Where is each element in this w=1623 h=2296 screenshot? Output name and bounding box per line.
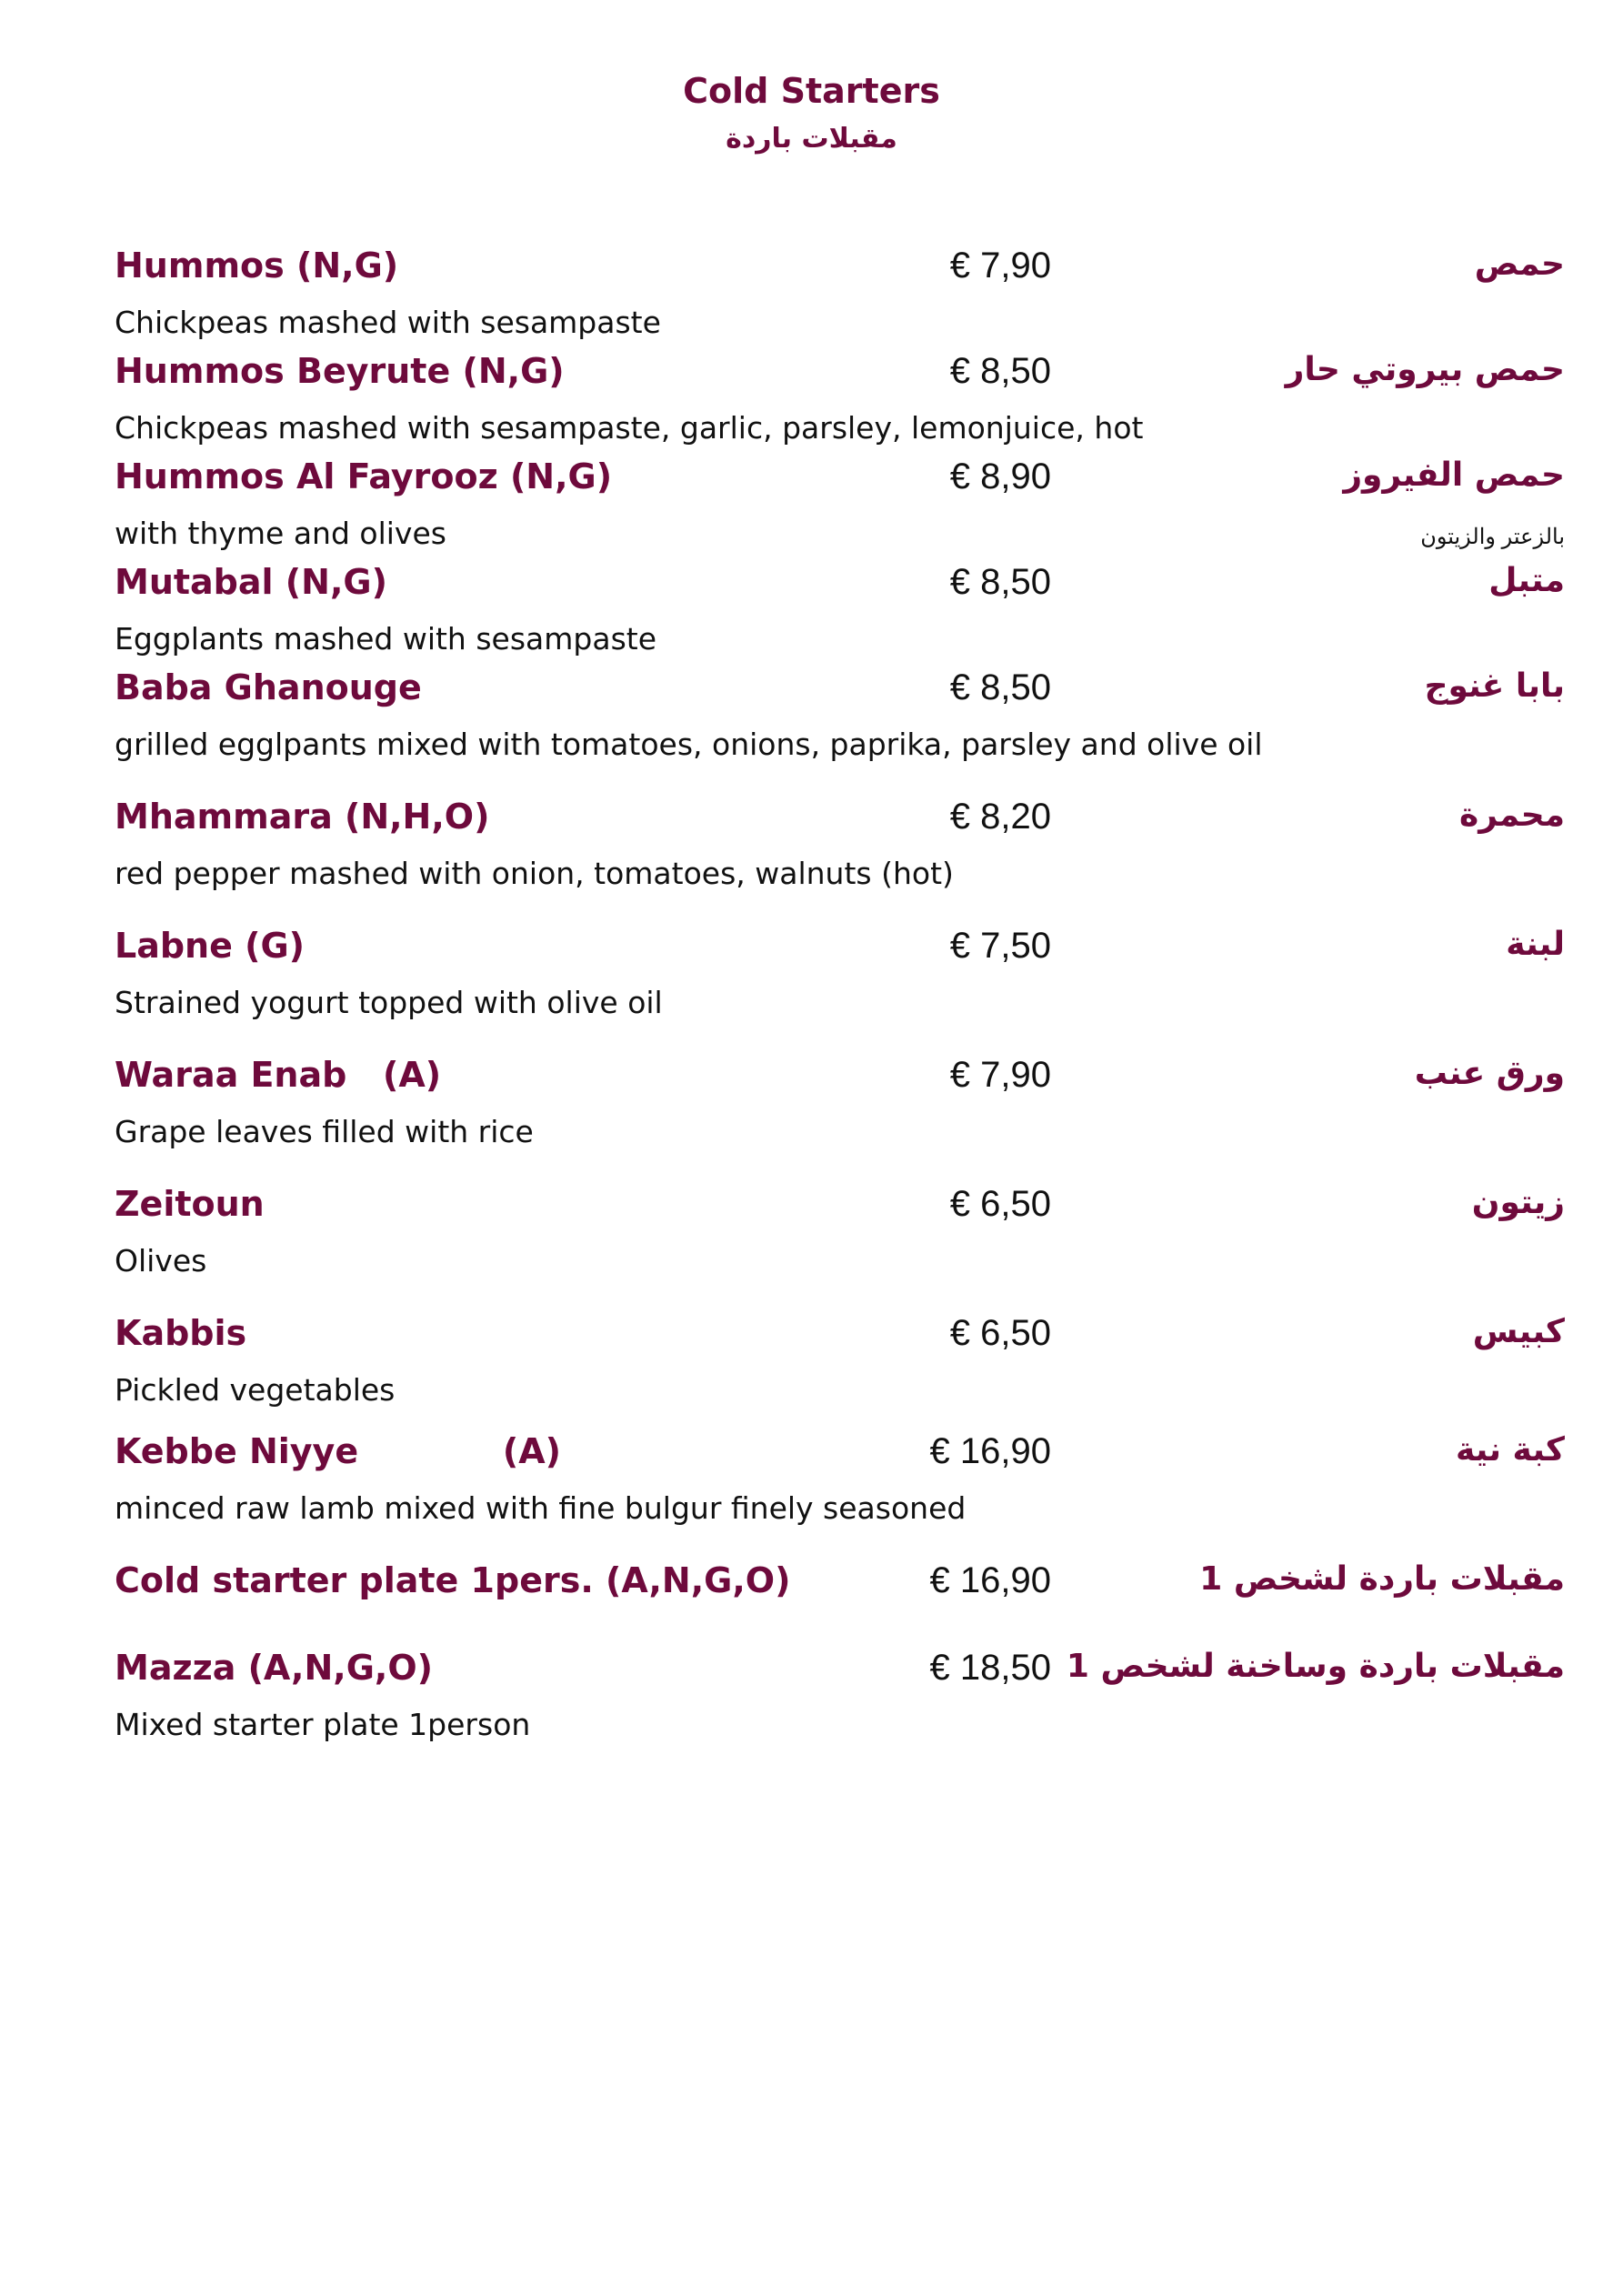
item-name: Hummos Beyrute (N,G) [115,351,565,391]
page-title-arabic: مقبلات باردة [726,123,897,155]
item-name: Waraa Enab (A) [115,1055,442,1095]
menu-item-row [115,667,1565,724]
item-description-arabic: بالزعتر والزيتون [1420,525,1565,549]
page-title: Cold Starters [683,71,940,111]
item-description: grilled egglpants mixed with tomatoes, onions, paprika, parsley and olive oil [115,727,1263,762]
item-description: Chickpeas mashed with sesampaste [115,305,661,340]
menu-item [115,1055,1565,1153]
item-name-arabic: بابا غنوج [1424,667,1565,705]
item-name: Kebbe Niyye (A) [115,1431,561,1471]
item-price: € 7,50 [949,926,1051,966]
item-name: Cold starter plate 1pers. (A,N,G,O) [115,1560,791,1600]
menu-item-row [115,562,1565,618]
menu-item-row [115,1184,1565,1240]
menu-item [115,1184,1565,1282]
item-price: € 7,90 [949,1055,1051,1095]
item-description: minced raw lamb mixed with fine bulgur finely seasoned [115,1490,967,1526]
item-price: € 16,90 [929,1431,1051,1471]
menu-list [115,246,1565,1746]
menu-item [115,1313,1565,1411]
item-price: € 6,50 [949,1313,1051,1353]
item-name: Hummos Al Fayrooz (N,G) [115,456,613,496]
menu-item-row [115,1560,1565,1617]
item-name: Mutabal (N,G) [115,562,387,602]
item-name: Mazza (A,N,G,O) [115,1648,434,1688]
item-name-arabic: حمص [1474,246,1565,283]
menu-item [115,1431,1565,1529]
menu-item-row [115,797,1565,853]
item-price: € 6,50 [949,1184,1051,1224]
item-name: Zeitoun [115,1184,265,1224]
item-name-arabic: مقبلات باردة لشخص 1 [1199,1560,1565,1598]
item-name-arabic: محمرة [1458,797,1565,834]
item-description: Olives [115,1243,207,1278]
menu-item [115,246,1565,344]
item-name-arabic: زيتون [1471,1184,1565,1221]
menu-item [115,1648,1565,1746]
item-description [115,513,1565,555]
item-description: Grape leaves filled with rice [115,1114,534,1149]
menu-item [115,456,1565,555]
item-price: € 7,90 [949,246,1051,286]
menu-item-row [115,246,1565,302]
item-name-arabic: ورق عنب [1414,1055,1565,1092]
item-name: Labne (G) [115,926,306,966]
menu-item [115,562,1565,660]
item-price: € 8,20 [949,797,1051,837]
menu-item-row [115,351,1565,407]
item-description: Strained yogurt topped with olive oil [115,985,663,1020]
item-description: Eggplants mashed with sesampaste [115,621,656,657]
item-name: Hummos (N,G) [115,246,399,286]
menu-item-row [115,926,1565,982]
menu-item-row [115,1313,1565,1369]
menu-item [115,797,1565,895]
item-price: € 8,50 [949,562,1051,602]
item-name-arabic: لبنة [1506,926,1565,963]
item-description: Pickled vegetables [115,1372,396,1408]
item-price: € 8,90 [949,456,1051,496]
item-name: Mhammara (N,H,O) [115,797,490,837]
item-description-text: with thyme and olives [115,516,446,551]
item-name: Kabbis [115,1313,247,1353]
item-description: Mixed starter plate 1person [115,1707,531,1742]
item-price: € 16,90 [929,1560,1051,1600]
menu-item [115,926,1565,1024]
menu-item-row [115,1431,1565,1488]
item-name-arabic: حمص بيروتي حار [1285,351,1565,388]
menu-item [115,667,1565,766]
menu-item [115,1560,1565,1617]
item-description: Chickpeas mashed with sesampaste, garlic, parsley, lemonjuice, hot [115,410,1144,446]
item-name: Baba Ghanouge [115,667,422,707]
menu-item [115,351,1565,449]
item-name-arabic: مقبلات باردة وساخنة لشخص 1 [1066,1648,1565,1685]
item-name-arabic: متبل [1488,562,1565,599]
item-price: € 8,50 [949,351,1051,391]
item-name-arabic: كبة نية [1455,1431,1565,1469]
item-description: red pepper mashed with onion, tomatoes, walnuts (hot) [115,856,954,891]
item-price: € 18,50 [929,1648,1051,1688]
menu-item-row [115,1055,1565,1111]
menu-item-row [115,1648,1565,1704]
item-name-arabic: كبيس [1472,1313,1565,1350]
item-name-arabic: حمص الفيروز [1343,456,1565,494]
menu-item-row [115,456,1565,513]
item-price: € 8,50 [949,667,1051,707]
